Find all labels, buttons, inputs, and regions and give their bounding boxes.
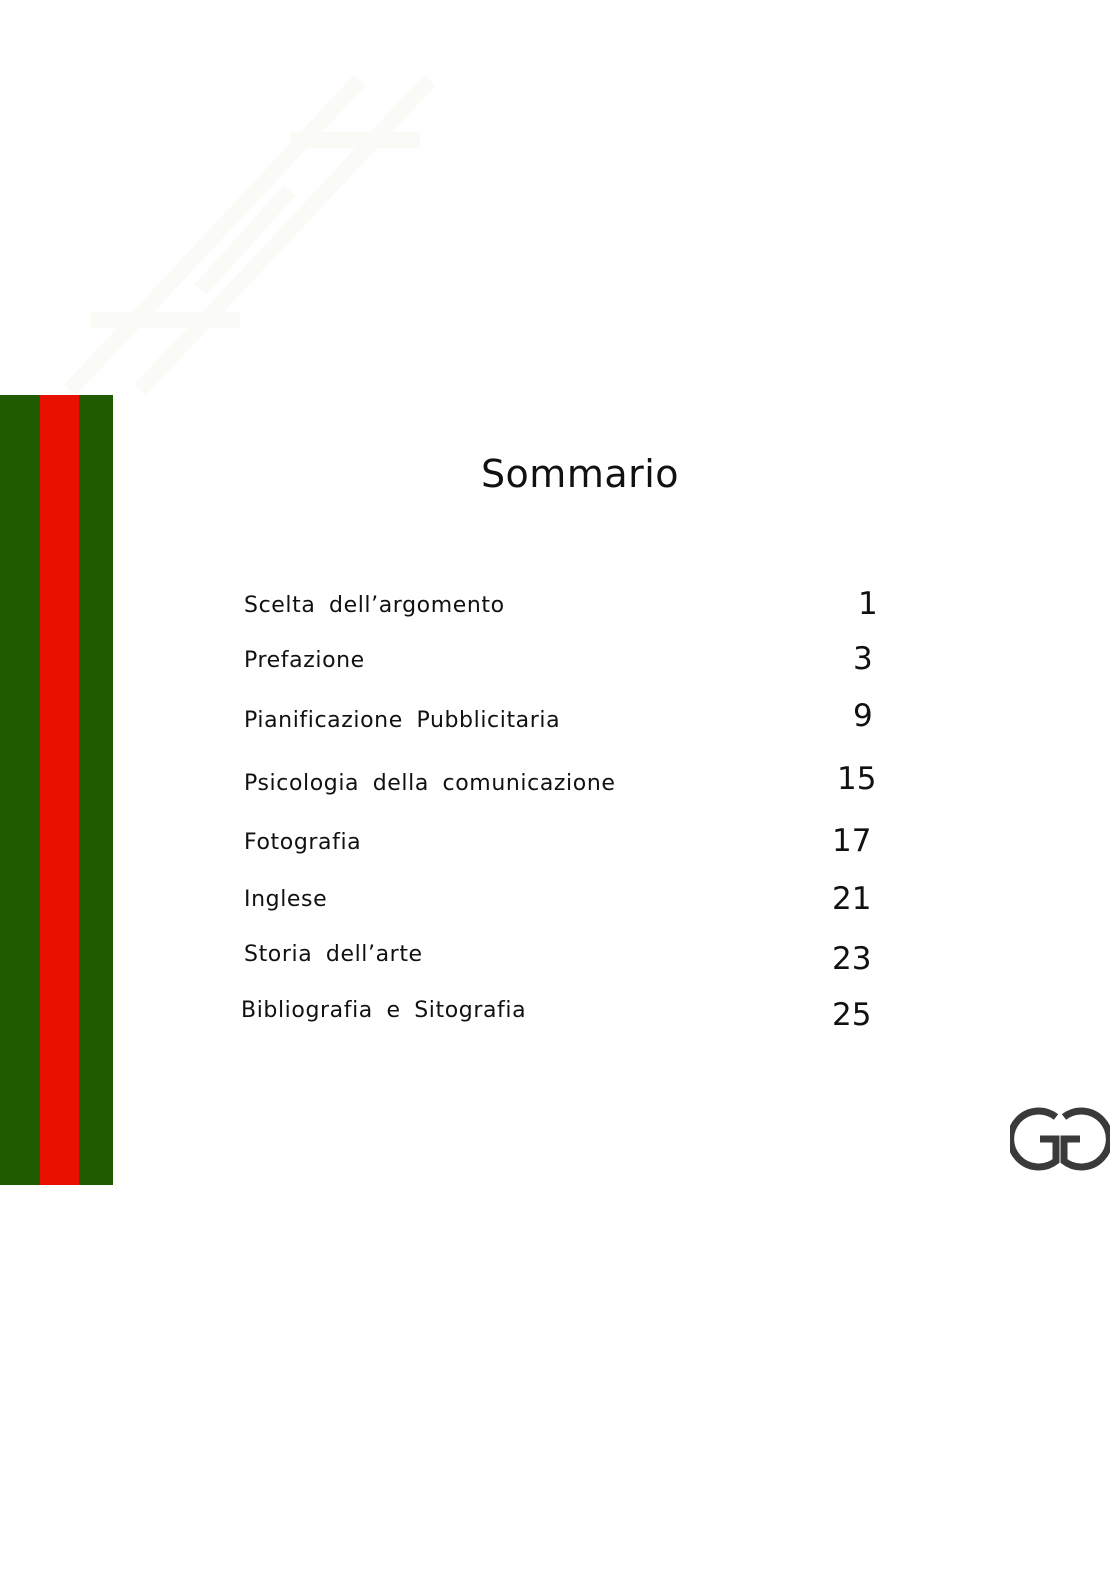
- gg-logo-icon: [1010, 1106, 1110, 1172]
- toc-entry-page: 3: [853, 641, 873, 677]
- toc-entry-label: Fotografia: [244, 830, 362, 855]
- toc-entry-page: 17: [832, 823, 872, 859]
- toc-entry-label: Prefazione: [244, 648, 365, 673]
- page-title: Sommario: [480, 452, 680, 496]
- toc-entry-label: Psicologia della comunicazione: [244, 771, 616, 796]
- toc-entry-page: 21: [832, 881, 872, 917]
- toc-entry-page: 23: [832, 941, 872, 977]
- toc-entry-label: Storia dell’arte: [244, 942, 423, 967]
- toc-entry-page: 15: [837, 761, 877, 797]
- toc-entry-label: Pianificazione Pubblicitaria: [244, 708, 561, 733]
- toc-entry-label: Bibliografia e Sitografia: [241, 998, 527, 1023]
- toc-entry-label: Scelta dell’argomento: [244, 593, 505, 618]
- toc-entry-page: 9: [853, 698, 873, 734]
- toc-entry-page: 1: [858, 586, 878, 622]
- toc-entry-label: Inglese: [244, 887, 328, 912]
- toc-entry-page: 25: [832, 997, 872, 1033]
